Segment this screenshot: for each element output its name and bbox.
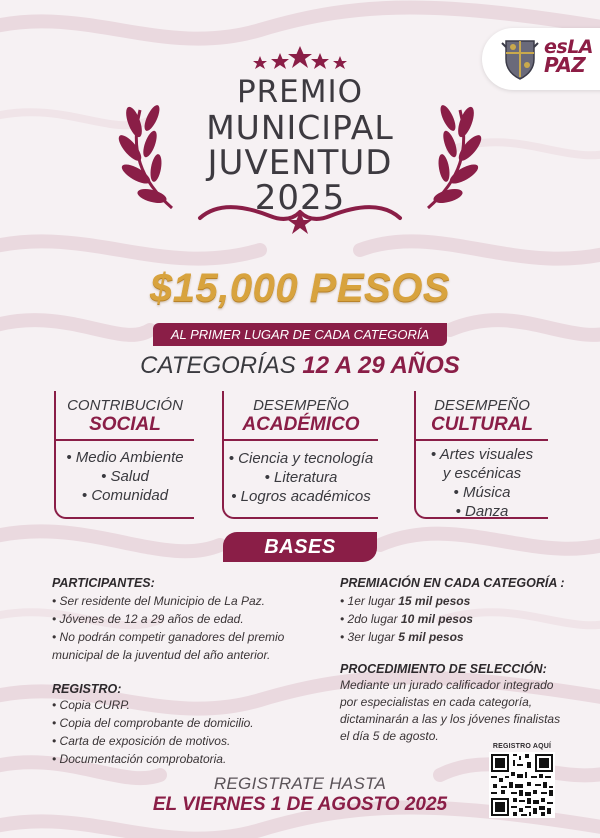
category-card-social [54,391,194,519]
place-label: • 1er lugar [340,594,399,608]
participantes-list [52,592,284,664]
municipal-logo-badge [482,28,600,90]
prize-place-item [340,610,473,628]
list-item: • Jóvenes de 12 a 29 años de edad. [52,612,244,626]
category-divider [224,439,378,441]
category-item: • Artes visuales [430,446,534,463]
place-label: • 3er lugar [340,630,399,644]
prize-place-item [340,592,473,610]
footer-deadline-date: EL VIERNES 1 DE AGOSTO 2025 [152,794,448,815]
category-divider [416,439,548,441]
participantes-title: PARTICIPANTES: [52,576,155,590]
place-amount: 10 mil pesos [400,612,473,626]
registration-qr-code[interactable] [489,752,555,818]
list-item: • Ser residente del Municipio de La Paz. [52,594,265,608]
bases-banner: BASES [223,532,377,562]
category-item: • Logros académicos [231,488,371,505]
text-line: dictaminarán a las y los jóvenes finalistas [340,712,561,726]
category-card-cultural [414,391,548,519]
place-label: • 2do lugar [340,612,401,626]
prize-place-item [340,628,473,646]
title-premio: PREMIO [236,74,364,110]
list-item: • Carta de exposición de motivos. [52,734,231,748]
footer-deadline-label: REGISTRATE HASTA [213,774,387,793]
title-municipal: MUNICIPAL [206,108,394,147]
list-item: • Copia del comprobante de domicilio. [52,716,254,730]
prize-subtitle-banner: AL PRIMER LUGAR DE CADA CATEGORÍA [153,323,447,346]
category-divider [56,439,194,441]
list-item: • No podrán competir ganadores del premio [52,630,285,644]
place-amount: 5 mil pesos [398,630,464,644]
category-item: • Comunidad [81,487,169,504]
category-card-academico [222,391,378,519]
list-item: • Copia CURP. [52,698,131,712]
logo-wordmark [544,36,594,78]
title-juventud: JUVENTUD [207,143,393,183]
premiacion-title: PREMIACIÓN EN CADA CATEGORÍA : [340,576,565,590]
logo-line-2: PAZ [544,53,586,78]
category-item: • Danza [455,503,509,520]
categories-age-line [100,352,500,380]
qr-label: REGISTRO AQUÍ [492,743,552,750]
category-item: • Medio Ambiente [66,449,184,466]
category-item: • Ciencia y tecnología [228,450,374,467]
category-heading [56,397,194,436]
text-line: por especialistas en cada categoría, [340,695,533,709]
categories-ages: 12 A 29 AÑOS [302,352,460,379]
category-name: CULTURAL [430,414,533,435]
category-items [416,445,548,521]
registro-list [52,696,254,768]
categories-prefix: CATEGORÍAS [140,352,296,379]
category-items [56,448,194,505]
list-item: • Documentación comprobatoria. [52,752,227,766]
category-item: • Música [453,484,511,501]
category-item: • Salud [101,468,149,485]
category-top-label: DESEMPEÑO [434,397,530,414]
category-item: • Literatura [264,469,338,486]
logo-line-1: esLA [544,36,594,58]
prize-amount: $15,000 PESOS [149,266,451,310]
category-top-label: DESEMPEÑO [253,397,349,414]
category-heading [416,397,548,436]
procedimiento-text [340,677,560,745]
text-line: Mediante un jurado calificador integrado [340,678,554,692]
category-name: ACADÉMICO [242,414,360,435]
place-amount: 15 mil pesos [398,594,471,608]
list-item: municipal de la juventud del año anterior. [52,648,271,662]
category-item: y escénicas [442,465,522,482]
coat-of-arms-icon [500,37,540,81]
registro-title: REGISTRO: [52,682,122,696]
category-items [224,449,378,506]
premiacion-list [340,592,473,646]
text-line: el día 5 de agosto. [340,729,439,743]
category-top-label: CONTRIBUCIÓN [67,397,183,414]
procedimiento-title: PROCEDIMIENTO DE SELECCIÓN: [340,662,547,676]
category-heading [224,397,378,436]
title-year: 2025 [254,178,346,218]
category-name: SOCIAL [89,414,161,435]
